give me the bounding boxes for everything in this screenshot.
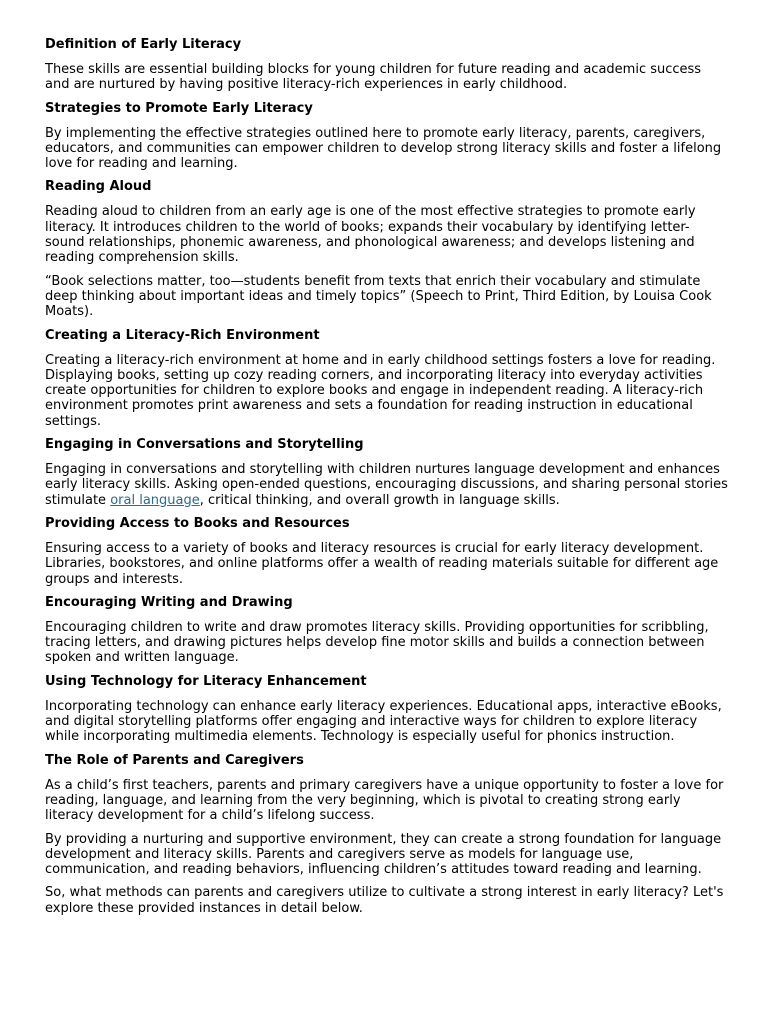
paragraph-writing-drawing: Encouraging children to write and draw promotes literacy skills. Providing opportunities for scribbling, tracing letters, and drawing pictures helps develop fine motor skills and builds a connection between spoken and written language. (45, 619, 709, 666)
paragraph-quote: “Book selections matter, too—students benefit from texts that enrich their vocabulary and stimulate deep thinking about important ideas and timely topics” (Speech to Print, Third Edition, by Louisa Cook Moats). (45, 273, 712, 320)
heading-reading-aloud: Reading Aloud (45, 179, 152, 195)
oral-language-link[interactable]: oral language (110, 492, 200, 508)
heading-writing-drawing: Encouraging Writing and Drawing (45, 594, 293, 610)
heading-conversations: Engaging in Conversations and Storytelling (45, 437, 364, 453)
paragraph-reading-aloud: Reading aloud to children from an early age is one of the most effective strategies to promote early literacy. It introduces children to the world of books; expands their vocabulary by identifying letter-sound relationships, phonemic awareness, and phonological awareness; and develops listening and reading comprehension skills. (45, 204, 696, 266)
paragraph-parents-1: As a child’s first teachers, parents and primary caregivers have a unique opportunity to foster a love for reading, language, and learning from the very beginning, which is pivotal to creating strong early literacy development for a child’s lifelong success. (45, 777, 724, 824)
paragraph-strategies: By implementing the effective strategies outlined here to promote early literacy, parents, caregivers, educators, and communities can empower children to develop strong literacy skills and foster a lifelong love for reading and learning. (45, 125, 722, 172)
heading-access-books: Providing Access to Books and Resources (45, 515, 350, 531)
heading-literacy-rich: Creating a Literacy-Rich Environment (45, 327, 320, 343)
paragraph-literacy-rich: Creating a literacy-rich environment at home and in early childhood settings fosters a love for reading. Displaying books, setting up cozy reading corners, and incorporating literacy into everyday activities create opportunities for children to explore books and engage in independent reading. A literacy-rich environment promotes print awareness and sets a foundation for reading instruction in educational settings. (45, 352, 716, 429)
heading-definition: Definition of Early Literacy (45, 37, 242, 52)
heading-technology: Using Technology for Literacy Enhancement (45, 673, 367, 689)
paragraph-parents-2: By providing a nurturing and supportive environment, they can create a strong foundation for language development and literacy skills. Parents and caregivers serve as models for language use, communication, and reading behaviors, influencing children’s attitudes toward reading and learning. (45, 831, 722, 878)
paragraph-technology: Incorporating technology can enhance early literacy experiences. Educational apps, interactive eBooks, and digital storytelling platforms offer engaging and interactive ways for children to explore literacy while incorporating multimedia elements. Technology is especially useful for phonics instruction. (45, 698, 722, 745)
heading-parents-caregivers: The Role of Parents and Caregivers (45, 752, 304, 768)
paragraph-access-books: Ensuring access to a variety of books and literacy resources is crucial for early literacy development. Libraries, bookstores, and online platforms offer a wealth of reading materials suitable for different age groups and interests. (45, 540, 719, 587)
paragraph-definition: These skills are essential building blocks for young children for future reading and academic success and are nurtured by having positive literacy-rich experiences in early childhood. (45, 62, 702, 93)
paragraph-conversations-before: Engaging in conversations and storytelling with children nurtures language development and enhances early literacy skills. Asking open-ended questions, encouraging discussions, and sharing personal stories stimulate (45, 462, 728, 508)
paragraph-conversations (45, 462, 728, 508)
heading-strategies: Strategies to Promote Early Literacy (45, 100, 313, 116)
paragraph-conversations-after: , critical thinking, and overall growth in language skills. (199, 492, 560, 508)
paragraph-parents-3: So, what methods can parents and caregivers utilize to cultivate a strong interest in early literacy? Let's explore these provided instances in detail below. (45, 885, 724, 916)
